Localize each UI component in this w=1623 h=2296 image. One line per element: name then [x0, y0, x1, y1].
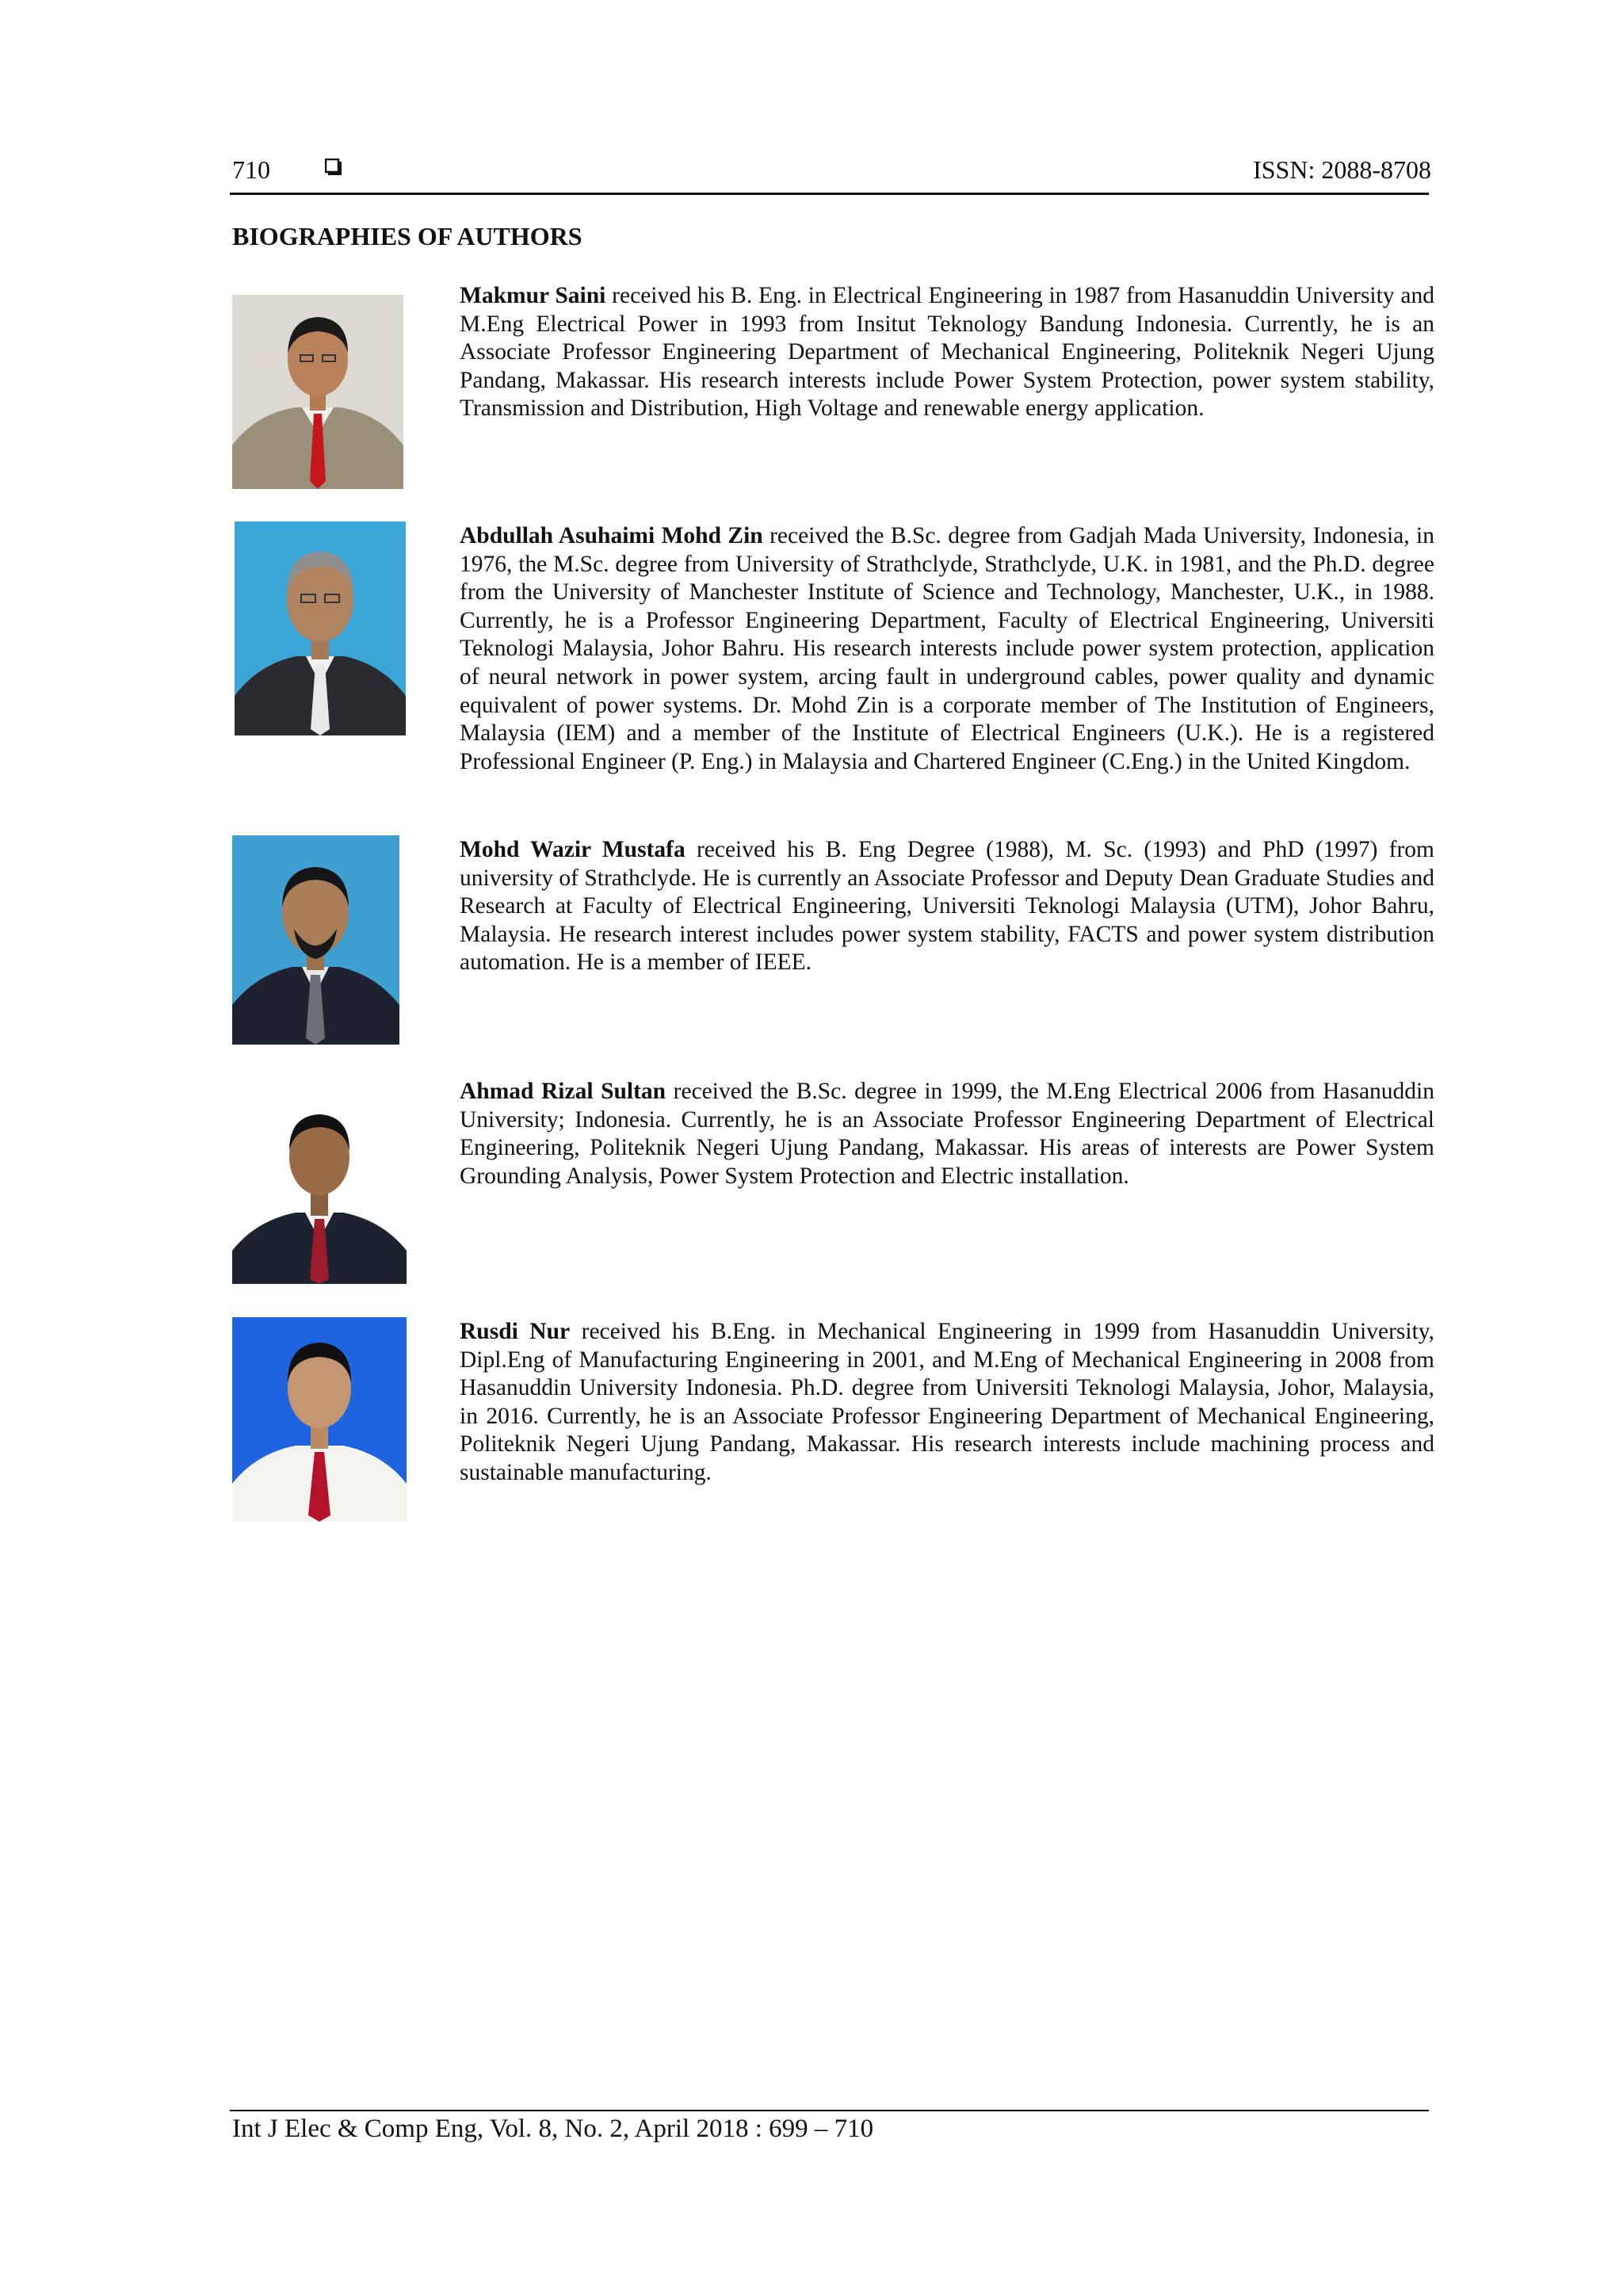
- footer-citation: Int J Elec & Comp Eng, Vol. 8, No. 2, April 2018 : 699 – 710: [232, 2115, 874, 2143]
- author-bio-text-3: received his B. Eng Degree (1988), M. Sc. (1993) and PhD (1997) from university of Strathclyde. He is currently an Associate Professor and Deputy Dean Graduate Studies and Research at Faculty of Electrical Engineering, Universiti Teknologi Malaysia (UTM), Johor Bahru, Malaysia. He research interest includes power system stability, FACTS and power system distribution automation. He is a member of IEEE.: [460, 837, 1434, 976]
- author-bio-2: [460, 522, 1434, 776]
- author-photo-5: [232, 1317, 407, 1522]
- author-name-1: Makmur Saini: [460, 283, 606, 308]
- header-rule: [230, 193, 1429, 195]
- section-title: BIOGRAPHIES OF AUTHORS: [232, 222, 582, 250]
- page-number: 710: [232, 155, 270, 184]
- author-bio-3: [460, 836, 1434, 977]
- author-bio-text-2: received the B.Sc. degree from Gadjah Mada University, Indonesia, in 1976, the M.Sc. degree from University of Strathclyde, Strathclyde, U.K. in 1981, and the Ph.D. degree from the University of Manchester Institute of Science and Technology, Manchester, U.K., in 1988. Currently, he is a Professor Engineering Department, Faculty of Electrical Engineering, Universiti Teknologi Malaysia, Johor Bahru. His research interests include power system protection, application of neural network in power system, arcing fault in underground cables, power quality and dynamic equivalent of power systems. Dr. Mohd Zin is a corporate member of The Institution of Engineers, Malaysia (IEM) and a member of the Institute of Electrical Engineers (U.K.). He is a registered Professional Engineer (P. Eng.) in Malaysia and Chartered Engineer (C.Eng.) in the United Kingdom.: [460, 523, 1434, 774]
- author-bio-4: [460, 1078, 1434, 1190]
- author-bio-text-5: received his B.Eng. in Mechanical Engineering in 1999 from Hasanuddin University, Dipl.Eng of Manufacturing Engineering in 2001, and M.Eng of Mechanical Engineering in 2008 from Hasanuddin University Indonesia. Ph.D. degree from Universiti Teknologi Malaysia, Johor, Malaysia, in 2016. Currently, he is an Associate Professor Engineering Department of Mechanical Engineering, Politeknik Negeri Ujung Pandang, Makassar. His research interests include machining process and sustainable manufacturing.: [460, 1319, 1434, 1485]
- author-name-4: Ahmad Rizal Sultan: [460, 1079, 666, 1104]
- author-photo-3: [232, 835, 399, 1045]
- author-bio-1: [460, 282, 1434, 423]
- footer-rule: [230, 2110, 1429, 2111]
- author-bio-text-4: received the B.Sc. degree in 1999, the M.Eng Electrical 2006 from Hasanuddin University; Indonesia. Currently, he is an Associate Professor Engineering Department of Electrical Engineering, Politeknik Negeri Ujung Pandang, Makassar. His areas of interests are Power System Grounding Analysis, Power System Protection and Electric installation.: [460, 1079, 1434, 1189]
- author-name-5: Rusdi Nur: [460, 1319, 571, 1344]
- author-photo-4: [232, 1092, 407, 1284]
- author-photo-1: [232, 295, 403, 489]
- author-bio-text-1: received his B. Eng. in Electrical Engineering in 1987 from Hasanuddin University and M.Eng Electrical Power in 1993 from Insitut Teknology Bandung Indonesia. Currently, he is an Associate Professor Engineering Department of Mechanical Engineering, Politeknik Negeri Ujung Pandang, Makassar. His research interests include Power System Protection, power system stability, Transmission and Distribution, High Voltage and renewable energy application.: [460, 283, 1434, 422]
- author-bio-5: [460, 1318, 1434, 1488]
- square-box-icon: [325, 159, 342, 176]
- author-name-2: Abdullah Asuhaimi Mohd Zin: [460, 523, 763, 548]
- author-name-3: Mohd Wazir Mustafa: [460, 837, 685, 862]
- author-photo-2: [235, 521, 406, 735]
- issn: ISSN: 2088-8708: [1253, 155, 1431, 184]
